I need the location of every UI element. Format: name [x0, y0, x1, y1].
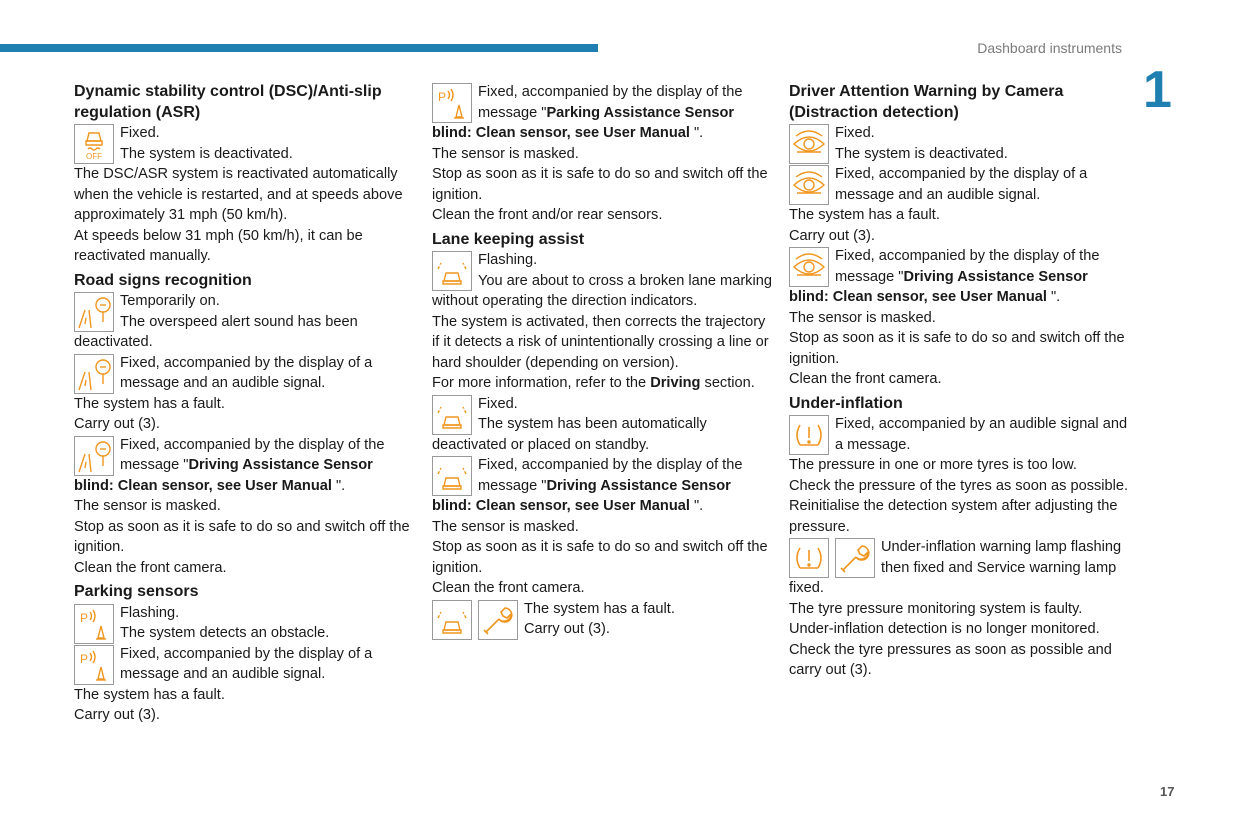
header-accent-bar	[0, 44, 598, 52]
daw-e1-line1: Fixed.	[835, 125, 875, 141]
lane-e2-line2: The system has been automatically deactivated or placed on standby.	[432, 416, 707, 453]
driver-attention-eye-icon	[789, 165, 829, 205]
parking-blind-p3: Clean the front and/or rear sensors.	[432, 207, 663, 223]
lane-entry-4	[432, 599, 772, 640]
daw-e2-line1: Fixed, accompanied by the display of a message and an audible signal.	[835, 166, 1088, 203]
parking-blind-p1: The sensor is masked.	[432, 145, 579, 162]
road-signs-e2-p2: Carry out (3).	[74, 416, 160, 432]
svg-text:P: P	[438, 90, 447, 104]
parking-e2-p1: The system has a fault.	[74, 686, 225, 703]
lane-e1-line2: You are about to cross a broken lane marking without operating the direction indicators.	[432, 272, 772, 309]
parking-sensor-icon	[74, 645, 114, 685]
lane-entry-3	[432, 455, 772, 517]
tyre-p3: Reinitialise the detection system after adjusting the pressure.	[789, 498, 1118, 535]
parking-blind-message: Fixed, accompanied by the display of the message "Parking Assistance Sensor blind: Clean sensor, see User Manual ".	[432, 84, 743, 141]
road-signs-heading: Road signs recognition	[74, 271, 252, 289]
parking-entry-2	[74, 644, 414, 685]
daw-entry-1	[789, 123, 1129, 164]
dsc-paragraph-1: The DSC/ASR system is reactivated automatically when the vehicle is restarted, and at speeds above approximately 31 mph (50 km/h).	[74, 166, 403, 223]
lane-p1: The system is activated, then corrects the trajectory if it detects a risk of unintentionally crossing a line or hard shoulder (depending on version).	[432, 313, 769, 371]
parking-sensors-heading: Parking sensors	[74, 583, 199, 600]
dsc-heading: Dynamic stability control (DSC)/Anti-slip regulation (ASR)	[74, 83, 382, 121]
lane-entry-1	[432, 250, 772, 312]
lane-e1-line1: Flashing.	[478, 252, 538, 268]
tyre-entry-2	[789, 537, 1129, 599]
column-middle	[432, 82, 772, 640]
dsc-entry	[74, 123, 414, 164]
lane-entry-2	[432, 394, 772, 456]
lane-keeping-icon	[432, 600, 472, 640]
road-signs-e3-p1: The sensor is masked.	[74, 498, 221, 514]
lane-keeping-icon	[432, 251, 472, 291]
dsc-off-label: OFF	[86, 152, 102, 161]
parking-e2-line1: Fixed, accompanied by the display of a message and an audible signal.	[120, 645, 373, 682]
lane-e3-message: Fixed, accompanied by the display of the message "Driving Assistance Sensor blind: Clean sensor, see User Manual ".	[432, 457, 743, 514]
parking-e2-p2: Carry out (3).	[74, 707, 160, 723]
parking-blind-entry	[432, 82, 772, 144]
road-signs-e3-message: Fixed, accompanied by the display of the message "Driving Assistance Sensor blind: Clean sensor, see User Manual ".	[74, 436, 385, 494]
driver-attention-heading: Driver Attention Warning by Camera (Distraction detection)	[789, 83, 1064, 121]
under-inflation-heading: Under-inflation	[789, 394, 903, 412]
daw-e3-p2: Stop as soon as it is safe to do so and switch off the ignition.	[789, 330, 1125, 367]
tyre-e2-line1: Under-inflation warning lamp flashing then fixed and Service warning lamp fixed.	[789, 539, 1122, 596]
dsc-line1: Fixed.	[120, 125, 160, 141]
dsc-line2: The system is deactivated.	[120, 145, 293, 162]
lane-e4-line1: The system has a fault.	[524, 600, 675, 617]
parking-sensor-icon	[432, 83, 472, 123]
lane-keeping-icon	[432, 395, 472, 435]
tyre-e1-line1: Fixed, accompanied by an audible signal and a message.	[835, 416, 1128, 453]
road-sign-recognition-icon	[74, 436, 114, 476]
tyre-p2: Check the pressure of the tyres as soon as possible.	[789, 477, 1129, 494]
svg-text:P: P	[80, 651, 89, 666]
svg-text:P: P	[80, 610, 89, 625]
road-sign-recognition-icon	[74, 354, 114, 394]
daw-entry-2	[789, 164, 1129, 205]
road-signs-entry-2	[74, 353, 414, 394]
section-header-title: Dashboard instruments	[977, 40, 1122, 56]
driver-attention-eye-icon	[789, 124, 829, 164]
parking-blind-p2: Stop as soon as it is safe to do so and switch off the ignition.	[432, 166, 768, 203]
page-number: 17	[1160, 784, 1175, 799]
driver-attention-eye-icon	[789, 247, 829, 287]
road-signs-e1-line2: The overspeed alert sound has been deactivated.	[74, 313, 358, 350]
road-signs-e2-line1: Fixed, accompanied by the display of a message and an audible signal.	[120, 354, 373, 391]
daw-e3-p3: Clean the front camera.	[789, 371, 942, 387]
road-signs-e3-p2: Stop as soon as it is safe to do so and switch off the ignition.	[74, 518, 410, 555]
lane-keeping-heading: Lane keeping assist	[432, 230, 585, 248]
tyre-pressure-warning-icon	[789, 538, 829, 578]
lane-e2-line1: Fixed.	[478, 395, 518, 412]
column-right	[789, 82, 1129, 681]
lane-e3-p1: The sensor is masked.	[432, 518, 579, 535]
road-signs-entry-1	[74, 291, 414, 353]
parking-sensor-icon	[74, 604, 114, 644]
lane-p2: For more information, refer to the Driving section.	[432, 375, 755, 391]
tyre-p6: Check the tyre pressures as soon as possible and carry out (3).	[789, 641, 1112, 678]
lane-keeping-icon	[432, 456, 472, 496]
service-wrench-icon	[835, 538, 875, 578]
tyre-pressure-warning-icon	[789, 415, 829, 455]
daw-e2-p2: Carry out (3).	[789, 227, 875, 244]
daw-e1-line2: The system is deactivated.	[835, 145, 1008, 162]
dsc-paragraph-2: At speeds below 31 mph (50 km/h), it can be reactivated manually.	[74, 227, 363, 264]
parking-entry-1	[74, 603, 414, 644]
road-signs-e2-p1: The system has a fault.	[74, 395, 225, 412]
lane-e3-p2: Stop as soon as it is safe to do so and switch off the ignition.	[432, 539, 768, 576]
dsc-off-icon	[74, 124, 114, 164]
tyre-p5: Under-inflation detection is no longer monitored.	[789, 621, 1100, 637]
tyre-p1: The pressure in one or more tyres is too low.	[789, 457, 1077, 473]
chapter-number: 1	[1143, 61, 1172, 119]
road-sign-recognition-icon	[74, 292, 114, 332]
daw-e2-p1: The system has a fault.	[789, 207, 940, 223]
daw-e3-message: Fixed, accompanied by the display of the message "Driving Assistance Sensor blind: Clean sensor, see User Manual ".	[789, 248, 1100, 305]
parking-e1-line2: The system detects an obstacle.	[120, 625, 330, 641]
tyre-p4: The tyre pressure monitoring system is faulty.	[789, 600, 1083, 617]
lane-e4-line2: Carry out (3).	[524, 621, 610, 637]
tyre-entry-1	[789, 414, 1129, 455]
parking-e1-line1: Flashing.	[120, 604, 180, 621]
road-signs-e1-line1: Temporarily on.	[120, 293, 220, 309]
service-wrench-icon	[478, 600, 518, 640]
daw-entry-3	[789, 246, 1129, 308]
column-left	[74, 82, 414, 726]
lane-e3-p3: Clean the front camera.	[432, 580, 585, 596]
road-signs-e3-p3: Clean the front camera.	[74, 559, 227, 576]
daw-e3-p1: The sensor is masked.	[789, 309, 936, 326]
road-signs-entry-3	[74, 435, 414, 497]
